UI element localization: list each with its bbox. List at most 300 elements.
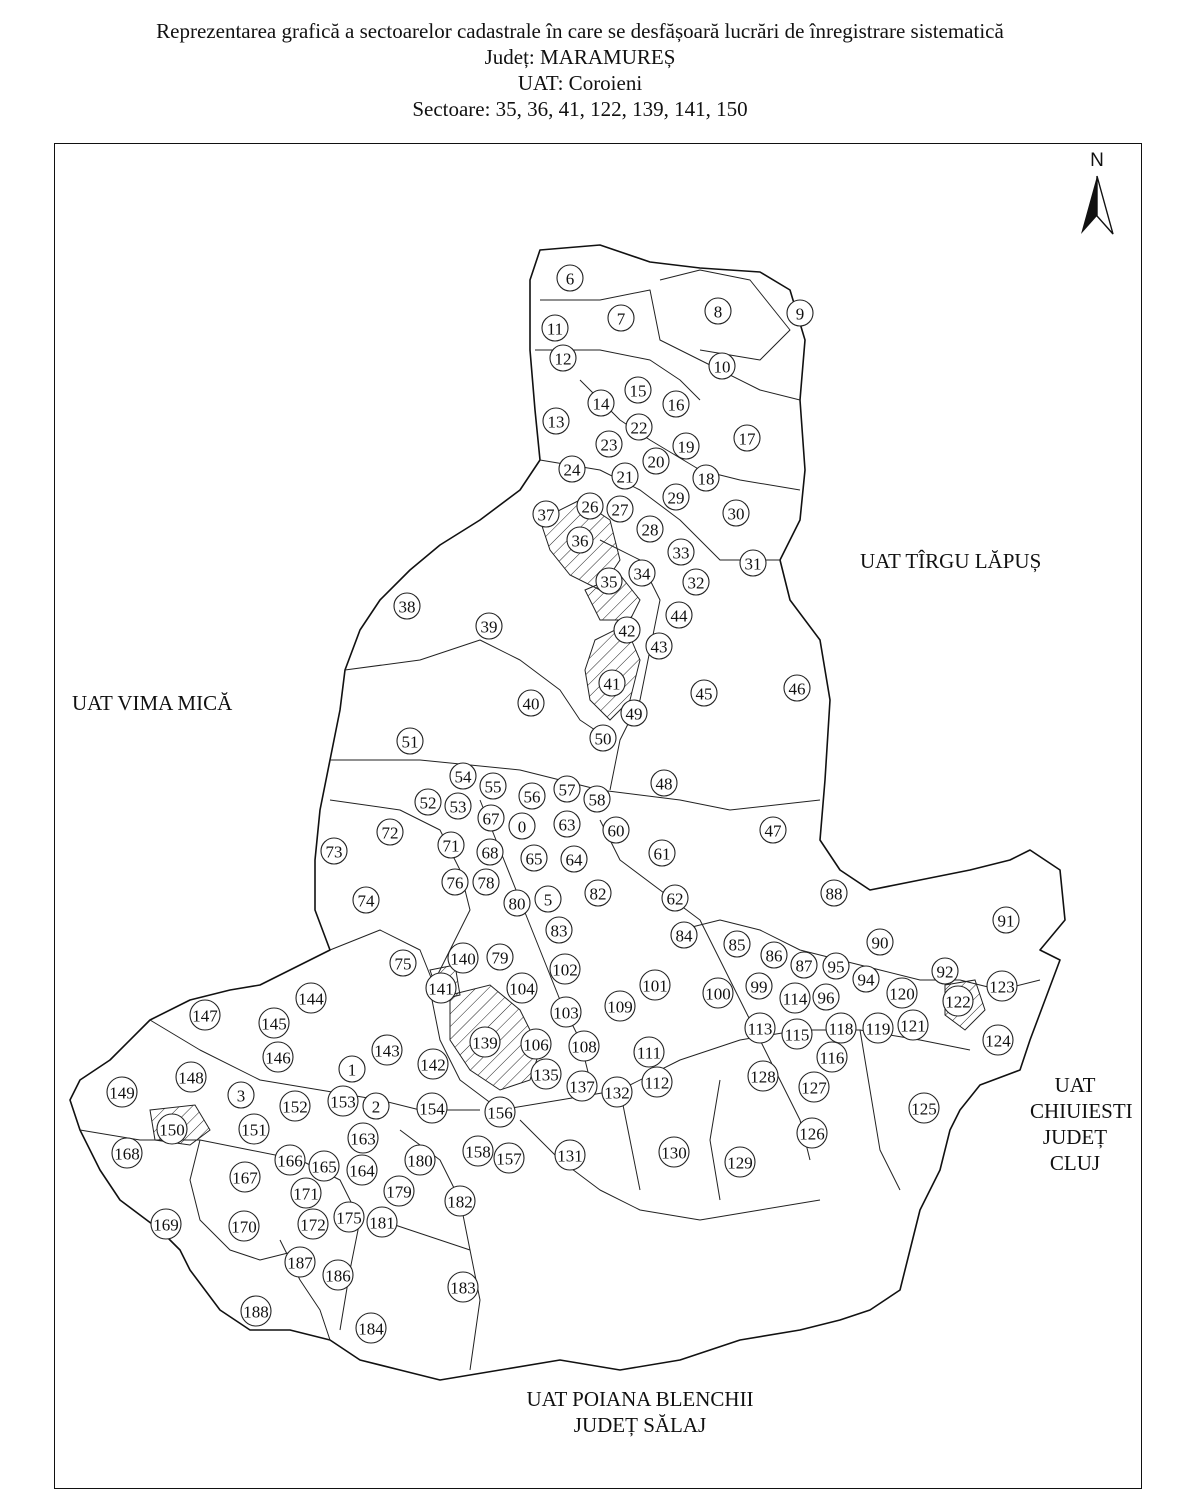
sector-number: 90 (871, 933, 889, 953)
sector-marker (228, 1082, 254, 1108)
sector-number: 19 (677, 437, 695, 457)
sector-marker (780, 983, 810, 1013)
sector-marker (602, 1077, 632, 1107)
sector-marker (659, 1137, 689, 1167)
sector-marker (239, 1114, 269, 1144)
sector-number: 183 (450, 1278, 476, 1298)
sector-number: 83 (550, 921, 568, 941)
sector-marker (470, 1027, 500, 1057)
sector-marker (259, 1008, 289, 1038)
sector-number: 150 (159, 1120, 185, 1140)
sector-number: 52 (419, 793, 437, 813)
sector-marker (448, 1272, 478, 1302)
sector-marker (229, 1211, 259, 1241)
sector-marker (542, 315, 568, 341)
sector-marker (445, 793, 471, 819)
sector-marker (605, 991, 635, 1021)
sector-marker (298, 1209, 328, 1239)
sector-marker (817, 1042, 847, 1072)
sector-number: 17 (738, 429, 756, 449)
sector-marker (596, 568, 622, 594)
sector-number: 181 (369, 1213, 395, 1233)
sector-marker (705, 298, 731, 324)
sector-number: 45 (695, 684, 713, 704)
sector-marker (418, 1049, 448, 1079)
sector-marker (157, 1114, 187, 1144)
sector-number: 128 (750, 1067, 776, 1087)
sector-marker (993, 907, 1019, 933)
sector-marker (760, 817, 786, 843)
sector-number: 111 (636, 1043, 662, 1063)
sector-marker (438, 832, 464, 858)
sector-number: 55 (484, 777, 502, 797)
sector-marker (480, 773, 506, 799)
sector-number: 165 (311, 1157, 337, 1177)
sector-marker (275, 1145, 305, 1175)
sector-number: 154 (419, 1099, 445, 1119)
sector-marker (734, 425, 760, 451)
sector-marker (384, 1176, 414, 1206)
sector-marker (983, 1025, 1013, 1055)
sector-number: 58 (588, 790, 606, 810)
sector-number: 36 (571, 531, 589, 551)
sector-marker (554, 776, 580, 802)
sector-number: 48 (655, 774, 673, 794)
sector-marker (377, 819, 403, 845)
sector-number: 22 (630, 418, 648, 438)
sector-number: 171 (293, 1184, 319, 1204)
sector-number: 38 (398, 597, 416, 617)
sector-marker (309, 1151, 339, 1181)
sector-number: 164 (349, 1161, 375, 1181)
sector-marker (263, 1042, 293, 1072)
sector-marker (241, 1296, 271, 1326)
sector-marker (477, 839, 503, 865)
sector-number: 99 (750, 977, 768, 997)
sector-marker (363, 1093, 389, 1119)
sector-number: 31 (744, 554, 762, 574)
sector-marker (509, 813, 535, 839)
sector-marker (487, 944, 513, 970)
sector-marker (642, 1067, 672, 1097)
sector-marker (723, 500, 749, 526)
sector-marker (550, 345, 576, 371)
sector-marker (473, 869, 499, 895)
sector-marker (898, 1010, 928, 1040)
sector-marker (567, 1071, 597, 1101)
sector-marker (943, 986, 973, 1016)
sector-number: 33 (672, 543, 690, 563)
sector-number: 67 (482, 809, 500, 829)
sector-number: 30 (727, 504, 745, 524)
sectors-list: Sectoare: 35, 36, 41, 122, 139, 141, 150 (412, 97, 748, 121)
sector-marker (285, 1247, 315, 1277)
sector-marker (426, 973, 456, 1003)
sector-number: 184 (358, 1319, 384, 1339)
sector-number: 169 (153, 1215, 179, 1235)
sector-number: 9 (795, 304, 805, 324)
sector-marker (821, 880, 847, 906)
neighbor-chiuiesti-line4: CLUJ (1049, 1151, 1101, 1175)
sector-number: 131 (557, 1146, 583, 1166)
sector-marker (190, 1000, 220, 1030)
sector-marker (853, 966, 879, 992)
sector-marker (693, 465, 719, 491)
sector-number: 121 (900, 1016, 926, 1036)
sector-marker (533, 501, 559, 527)
sector-number: 74 (357, 891, 375, 911)
sector-marker (932, 958, 958, 984)
sector-marker (813, 984, 839, 1010)
sector-number: 172 (300, 1215, 326, 1235)
sector-number: 29 (667, 488, 685, 508)
sector-marker (643, 448, 669, 474)
sector-number: 80 (508, 894, 526, 914)
sector-number: 102 (552, 960, 578, 980)
sector-marker (612, 463, 638, 489)
sector-marker (614, 617, 640, 643)
sector-number: 49 (625, 704, 643, 724)
sector-marker (347, 1155, 377, 1185)
sector-marker (397, 728, 423, 754)
sector-number: 0 (517, 817, 527, 837)
sector-marker (417, 1093, 447, 1123)
sector-number: 79 (491, 948, 509, 968)
sector-number: 118 (828, 1019, 854, 1039)
sector-number: 53 (449, 797, 467, 817)
sector-marker (176, 1062, 206, 1092)
sector-number: 87 (795, 956, 813, 976)
sector-number: 91 (997, 911, 1015, 931)
sector-number: 106 (523, 1035, 549, 1055)
sector-number: 1 (347, 1060, 357, 1080)
sector-marker (112, 1138, 142, 1168)
sector-number: 84 (675, 926, 693, 946)
sector-number: 152 (282, 1097, 308, 1117)
sector-number: 51 (401, 732, 419, 752)
sector-number: 57 (558, 780, 576, 800)
sector-marker (551, 997, 581, 1027)
sector-marker (724, 931, 750, 957)
sector-marker (608, 305, 634, 331)
sector-marker (445, 1186, 475, 1216)
sector-number: 46 (788, 679, 806, 699)
sector-marker (709, 353, 735, 379)
sector-number: 34 (633, 564, 651, 584)
sector-marker (555, 1140, 585, 1170)
sector-number: 39 (480, 617, 498, 637)
sector-number: 27 (611, 500, 629, 520)
sector-number: 32 (687, 573, 705, 593)
sector-number: 153 (330, 1092, 356, 1112)
sector-marker (328, 1086, 358, 1116)
sector-number: 114 (782, 989, 808, 1009)
sector-number: 41 (603, 674, 621, 694)
sector-number: 123 (989, 977, 1015, 997)
sector-marker (662, 885, 688, 911)
sector-marker (640, 970, 670, 1000)
sector-marker (450, 763, 476, 789)
sector-number: 23 (600, 435, 618, 455)
sector-number: 179 (386, 1182, 412, 1202)
sector-marker (746, 973, 772, 999)
sector-number: 15 (629, 381, 647, 401)
sector-marker (519, 783, 545, 809)
sector-number: 116 (819, 1048, 845, 1068)
sector-number: 40 (522, 694, 540, 714)
sector-marker (504, 890, 530, 916)
neighbor-poiana-line2: JUDEȚ SĂLAJ (573, 1413, 707, 1437)
sector-marker (546, 917, 572, 943)
sector-marker (557, 265, 583, 291)
sector-number: 180 (407, 1151, 433, 1171)
sector-number: 188 (243, 1302, 269, 1322)
sector-marker (782, 1019, 812, 1049)
sector-labels (107, 265, 1019, 1343)
sector-marker (787, 300, 813, 326)
sector-marker (561, 846, 587, 872)
sector-number: 71 (442, 836, 460, 856)
sector-marker (356, 1313, 386, 1343)
sector-marker (748, 1061, 778, 1091)
sector-number: 7 (616, 309, 626, 329)
neighbor-poiana-blenchii (500, 1386, 780, 1438)
sector-marker (584, 786, 610, 812)
sector-number: 187 (287, 1253, 313, 1273)
sector-number: 24 (563, 460, 581, 480)
uat-label: UAT: Coroieni (517, 71, 643, 95)
sector-number: 135 (533, 1065, 559, 1085)
sector-marker (415, 789, 441, 815)
map-title: Reprezentarea grafică a sectoarelor cadastrale în care se desfășoară lucrări de înregistrare sistematică (156, 19, 1004, 43)
sector-number: 10 (713, 357, 731, 377)
sector-marker (799, 1072, 829, 1102)
sector-marker (603, 817, 629, 843)
sector-number: 140 (450, 949, 476, 969)
sector-number: 65 (525, 849, 543, 869)
sector-marker (569, 1031, 599, 1061)
north-arrow-icon (1077, 150, 1117, 240)
sector-marker (673, 433, 699, 459)
sector-number: 50 (594, 729, 612, 749)
sector-marker (761, 942, 787, 968)
sector-number: 64 (565, 850, 583, 870)
sector-number: 68 (481, 843, 499, 863)
sector-number: 47 (764, 821, 782, 841)
sector-number: 56 (523, 787, 541, 807)
sector-marker (296, 983, 326, 1013)
sector-marker (485, 1097, 515, 1127)
sector-marker (663, 391, 689, 417)
sector-marker (887, 978, 917, 1008)
sector-number: 13 (547, 412, 565, 432)
sector-marker (554, 811, 580, 837)
sector-marker (372, 1035, 402, 1065)
sector-number: 100 (705, 984, 731, 1004)
sector-marker (280, 1091, 310, 1121)
sector-number: 88 (825, 884, 843, 904)
sector-marker (507, 973, 537, 1003)
sector-number: 16 (667, 395, 685, 415)
sector-marker (478, 805, 504, 831)
sector-marker (531, 1059, 561, 1089)
sector-number: 96 (817, 988, 835, 1008)
sector-number: 101 (642, 976, 668, 996)
neighbor-chiuiesti-line1: UAT (1054, 1073, 1096, 1097)
sector-marker (625, 377, 651, 403)
sector-marker (321, 838, 347, 864)
sector-number: 144 (298, 989, 324, 1009)
sector-marker (725, 1147, 755, 1177)
sector-marker (339, 1056, 365, 1082)
sector-marker (671, 922, 697, 948)
sector-number: 76 (446, 873, 464, 893)
sector-marker (442, 869, 468, 895)
north-arrow (1077, 150, 1117, 240)
sector-marker (521, 845, 547, 871)
sector-number: 151 (241, 1120, 267, 1140)
sector-marker (567, 527, 593, 553)
sector-number: 182 (447, 1192, 473, 1212)
sector-marker (367, 1207, 397, 1237)
sector-number: 28 (641, 520, 659, 540)
neighbor-chiuiesti-line2: CHIUIESTI (1030, 1099, 1133, 1123)
neighbor-tirgu-lapus: UAT TÎRGU LĂPUȘ (860, 549, 1042, 573)
sector-marker (543, 408, 569, 434)
sector-number: 86 (765, 946, 783, 966)
sector-marker (577, 493, 603, 519)
sector-marker (797, 1118, 827, 1148)
sector-marker (291, 1178, 321, 1208)
sector-marker (784, 675, 810, 701)
sector-marker (230, 1162, 260, 1192)
sector-marker (691, 680, 717, 706)
sector-number: 85 (728, 935, 746, 955)
sector-number: 130 (661, 1143, 687, 1163)
sector-marker (353, 887, 379, 913)
sector-marker (826, 1013, 856, 1043)
sector-number: 62 (666, 889, 684, 909)
sector-number: 132 (604, 1083, 630, 1103)
sector-number: 20 (647, 452, 665, 472)
sector-number: 8 (713, 302, 723, 322)
sector-number: 129 (727, 1153, 753, 1173)
sector-marker (494, 1143, 524, 1173)
sector-marker (521, 1029, 551, 1059)
sector-marker (823, 953, 849, 979)
sector-number: 139 (472, 1033, 498, 1053)
sector-number: 72 (381, 823, 399, 843)
sector-number: 113 (747, 1019, 773, 1039)
sector-number: 95 (827, 957, 845, 977)
sector-marker (588, 390, 614, 416)
sector-marker (666, 602, 692, 628)
sector-number: 73 (325, 842, 343, 862)
sector-number: 11 (546, 319, 564, 339)
sector-marker (649, 840, 675, 866)
sector-marker (559, 456, 585, 482)
sector-marker (599, 670, 625, 696)
sector-number: 54 (454, 767, 472, 787)
sector-number: 35 (600, 572, 618, 592)
sector-marker (663, 484, 689, 510)
sector-marker (334, 1202, 364, 1232)
sector-number: 147 (192, 1006, 218, 1026)
sector-marker (683, 569, 709, 595)
sector-number: 103 (553, 1003, 579, 1023)
sector-number: 122 (945, 992, 971, 1012)
sector-marker (637, 516, 663, 542)
sector-marker (634, 1037, 664, 1067)
sector-number: 119 (865, 1019, 891, 1039)
sector-number: 112 (644, 1073, 670, 1093)
sector-number: 63 (558, 815, 576, 835)
sector-number: 104 (509, 979, 535, 999)
sector-marker (863, 1013, 893, 1043)
sector-marker (394, 593, 420, 619)
sector-number: 143 (374, 1041, 400, 1061)
sector-marker (463, 1136, 493, 1166)
sector-number: 127 (801, 1078, 827, 1098)
sector-marker (646, 633, 672, 659)
sector-number: 2 (371, 1097, 381, 1117)
sector-marker (448, 943, 478, 973)
sector-number: 170 (231, 1217, 257, 1237)
sector-number: 26 (581, 497, 599, 517)
sector-marker (626, 414, 652, 440)
neighbor-poiana-line1: UAT POIANA BLENCHII (526, 1387, 754, 1411)
sector-number: 109 (607, 997, 633, 1017)
sector-number: 167 (232, 1168, 258, 1188)
sector-marker (909, 1093, 939, 1123)
sector-marker (476, 613, 502, 639)
sector-marker (348, 1123, 378, 1153)
sector-number: 3 (236, 1086, 246, 1106)
sector-number: 141 (428, 979, 454, 999)
sector-number: 124 (985, 1031, 1011, 1051)
sector-number: 142 (420, 1055, 446, 1075)
sector-number: 61 (653, 844, 671, 864)
sector-number: 78 (477, 873, 495, 893)
sector-number: 82 (589, 884, 607, 904)
sector-number: 137 (569, 1077, 595, 1097)
sector-marker (405, 1145, 435, 1175)
sector-marker (740, 550, 766, 576)
sector-marker (151, 1209, 181, 1239)
sector-marker (590, 725, 616, 751)
sector-number: 146 (265, 1048, 291, 1068)
sector-marker (867, 929, 893, 955)
north-label: N (1090, 150, 1104, 171)
sector-number: 120 (889, 984, 915, 1004)
sector-marker (703, 978, 733, 1008)
sector-number: 92 (936, 962, 954, 982)
sector-marker (651, 770, 677, 796)
sector-marker (535, 886, 561, 912)
sector-marker (621, 700, 647, 726)
sector-marker (791, 952, 817, 978)
sector-number: 75 (394, 954, 412, 974)
sector-number: 145 (261, 1014, 287, 1034)
sector-number: 186 (325, 1266, 351, 1286)
sector-marker (107, 1077, 137, 1107)
sector-number: 12 (554, 349, 572, 369)
sector-number: 42 (618, 621, 636, 641)
sector-number: 108 (571, 1037, 597, 1057)
sector-number: 14 (592, 394, 610, 414)
sector-number: 94 (857, 970, 875, 990)
sector-marker (390, 950, 416, 976)
